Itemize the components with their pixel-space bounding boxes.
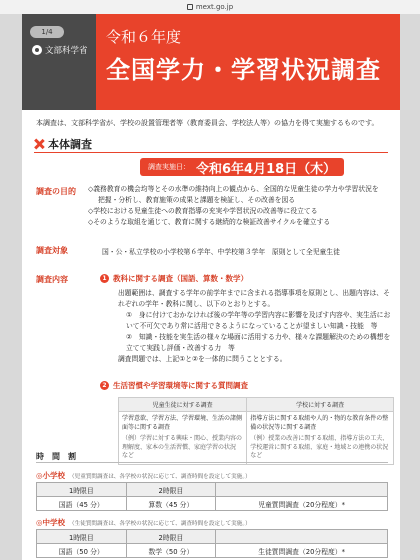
page-title: 全国学力・学習状況調査: [106, 56, 381, 84]
elementary-schedule-table: [36, 482, 388, 511]
intro-text: 本調査は、文部科学省が、学校の設置管理者等（教育委員会、学校法人等）の協力を得て実施するものです。: [36, 119, 379, 127]
cell-main: 学習意欲、学習方法、学習環境、生活の諸側面等に関する調査: [122, 415, 243, 431]
table-header: 学校に対する調査: [247, 398, 394, 412]
questionnaire-table: [118, 397, 394, 465]
ministry-logo: [32, 44, 88, 56]
purpose-item: ◇義務教育の機会均等とその水準の維持向上の観点から、全国的な児童生徒の学力や学習状況を: [88, 185, 379, 193]
number-badge: 2: [100, 381, 109, 390]
elementary-label: ◎小学校: [36, 471, 66, 480]
section-heading: [34, 136, 92, 152]
schedule-cell: 児童質問調査（20分程度）*: [216, 497, 388, 511]
body-line: れぞれの学年・教科に関し、以下のとおりとする。: [118, 300, 275, 308]
url-text: mext.go.jp: [195, 3, 234, 11]
date-value: 令和6年4月18日（木）: [196, 161, 337, 177]
purpose-item: 把握・分析し、教育施策の成果と課題を検証し、その改善を図る: [98, 196, 296, 204]
period-header: [216, 483, 388, 497]
page-indicator[interactable]: 1/4: [30, 26, 64, 38]
body-line: 出題範囲は、調査する学年の前学年までに含まれる指導事項を原則とし、出題内容は、そ: [118, 289, 390, 297]
purpose-label: 調査の目的: [36, 187, 76, 196]
period-header: 2時限目: [126, 530, 216, 544]
schedule-cell: 国語（50 分）: [37, 544, 127, 558]
x-mark-icon: [34, 139, 44, 149]
date-label: 調査実施日：: [148, 163, 190, 171]
target-label: 調査対象: [36, 246, 68, 255]
period-header: 1時限目: [37, 530, 127, 544]
document-page: [22, 14, 400, 560]
cell-main: 指導方法に関する取組や人的・物的な教育条件の整備の状況等に関する調査: [250, 415, 389, 431]
divider: [36, 462, 388, 463]
content-label: 調査内容: [36, 275, 68, 284]
section-title: 本体調査: [48, 138, 92, 151]
body-line: ② 知識・技能を実生活の様々な場面に活用する力や、様々な課題解決のための構想を立てて実践し評価・改善する力 等: [126, 333, 391, 352]
table-cell: [247, 412, 394, 465]
subject-survey-title: 教科に関する調査（国語、算数・数学）: [113, 274, 248, 283]
lock-icon: [187, 4, 193, 10]
cell-note: （例）授業の改善に関する取組、指導方法の工夫、学校運営に関する取組、家庭・地域との連携の状況 など: [250, 435, 395, 459]
table-cell: [119, 412, 247, 465]
subject-survey-heading: [100, 273, 248, 284]
questionnaire-title: 生活習慣や学習環境等に関する質問調査: [113, 381, 248, 390]
purpose-list: [88, 184, 394, 228]
survey-date-badge: [140, 158, 344, 176]
address-bar[interactable]: [0, 0, 420, 14]
schedule-cell: 算数（45 分）: [126, 497, 216, 511]
junior-high-heading: [36, 517, 251, 528]
header-banner: [22, 14, 400, 110]
fiscal-year: 令和６年度: [106, 28, 182, 46]
questionnaire-heading: [100, 380, 248, 391]
purpose-item: ◇学校における児童生徒への教育指導の充実や学習状況の改善等に役立てる: [88, 207, 318, 215]
number-badge: 1: [100, 274, 109, 283]
seal-icon: [32, 45, 42, 55]
subject-survey-body: [118, 288, 394, 365]
target-text: 国・公・私立学校の小学校第６学年、中学校第３学年 原則として全児童生徒: [102, 248, 340, 256]
elementary-heading: [36, 470, 251, 481]
schedule-title: 時 間 割: [36, 452, 76, 461]
period-header: 1時限目: [37, 483, 127, 497]
ministry-name: 文部科学省: [45, 46, 88, 56]
elementary-note: （児童質問調査は、各学校の状況に応じて、調査時間を設定して実施。）: [69, 474, 251, 480]
schedule-cell: 生徒質問調査（20分程度）*: [216, 544, 388, 558]
divider: [34, 152, 388, 153]
junior-high-note: （生徒質問調査は、各学校の状況に応じて、調査時間を設定して実施。）: [69, 521, 251, 527]
body-line: ① 身に付けておかなければ後の学年等の学習内容に影響を及ぼす内容や、実生活において不可欠であり常に活用できるようになっていることが望ましい知識・技能 等: [126, 311, 391, 330]
table-header: 児童生徒に対する調査: [119, 398, 247, 412]
schedule-cell: 数学（50 分）: [126, 544, 216, 558]
junior-high-label: ◎中学校: [36, 518, 66, 527]
period-header: [216, 530, 388, 544]
cell-note: （例）学習に対する興味・関心、授業内容の理解度、家本の生活習慣、家庭学習の状況 など: [122, 435, 243, 459]
schedule-cell: 国語（45 分）: [37, 497, 127, 511]
body-line: 調査問題では、上記①と②を一体的に問うこととする。: [118, 355, 287, 363]
junior-high-schedule-table: [36, 529, 388, 558]
purpose-item: ◇そのような取組を通じて、教育に関する継続的な検証改善サイクルを確立する: [88, 218, 331, 226]
period-header: 2時限目: [126, 483, 216, 497]
